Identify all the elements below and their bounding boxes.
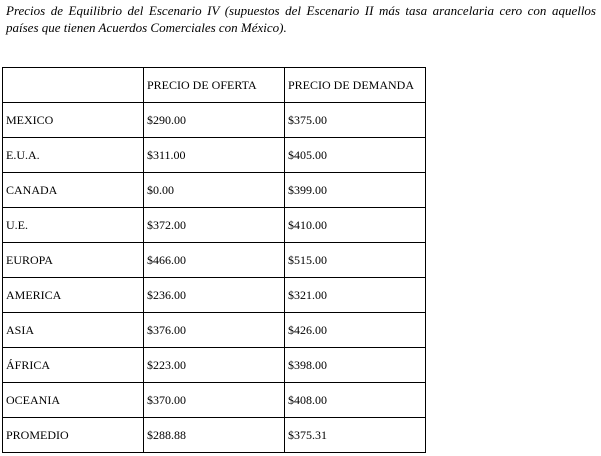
demanda-cell: $515.00 — [285, 243, 426, 278]
region-cell: EUROPA — [3, 243, 144, 278]
oferta-cell: $0.00 — [144, 173, 285, 208]
oferta-cell: $311.00 — [144, 138, 285, 173]
demanda-cell: $375.00 — [285, 103, 426, 138]
header-precio-oferta: PRECIO DE OFERTA — [144, 68, 285, 103]
table-row — [3, 138, 426, 173]
oferta-cell: $223.00 — [144, 348, 285, 383]
table-row — [3, 348, 426, 383]
oferta-cell: $290.00 — [144, 103, 285, 138]
table-row — [3, 173, 426, 208]
table-caption: Precios de Equilibrio del Escenario IV (supuestos del Escenario II más tasa arancelaria cero con aquellos países que tienen Acuerdos Comerciales con México). — [6, 3, 596, 35]
equilibrium-prices-table — [2, 67, 426, 453]
region-cell: AMERICA — [3, 278, 144, 313]
oferta-cell: $236.00 — [144, 278, 285, 313]
oferta-cell: $466.00 — [144, 243, 285, 278]
region-cell: OCEANIA — [3, 383, 144, 418]
region-cell: U.E. — [3, 208, 144, 243]
demanda-cell: $410.00 — [285, 208, 426, 243]
oferta-cell: $370.00 — [144, 383, 285, 418]
region-cell: MEXICO — [3, 103, 144, 138]
demanda-cell: $399.00 — [285, 173, 426, 208]
oferta-cell: $288.88 — [144, 418, 285, 453]
demanda-cell: $408.00 — [285, 383, 426, 418]
table-row — [3, 208, 426, 243]
table-row — [3, 278, 426, 313]
region-cell: ASIA — [3, 313, 144, 348]
oferta-cell: $376.00 — [144, 313, 285, 348]
table-header-row — [3, 68, 426, 103]
region-cell: PROMEDIO — [3, 418, 144, 453]
demanda-cell: $426.00 — [285, 313, 426, 348]
demanda-cell: $405.00 — [285, 138, 426, 173]
table-row — [3, 383, 426, 418]
demanda-cell: $398.00 — [285, 348, 426, 383]
header-region — [3, 68, 144, 103]
table-row — [3, 243, 426, 278]
header-precio-demanda: PRECIO DE DEMANDA — [285, 68, 426, 103]
region-cell: E.U.A. — [3, 138, 144, 173]
demanda-cell: $375.31 — [285, 418, 426, 453]
region-cell: ÁFRICA — [3, 348, 144, 383]
region-cell: CANADA — [3, 173, 144, 208]
table-row — [3, 103, 426, 138]
table-row — [3, 313, 426, 348]
oferta-cell: $372.00 — [144, 208, 285, 243]
demanda-cell: $321.00 — [285, 278, 426, 313]
table-row-promedio — [3, 418, 426, 453]
